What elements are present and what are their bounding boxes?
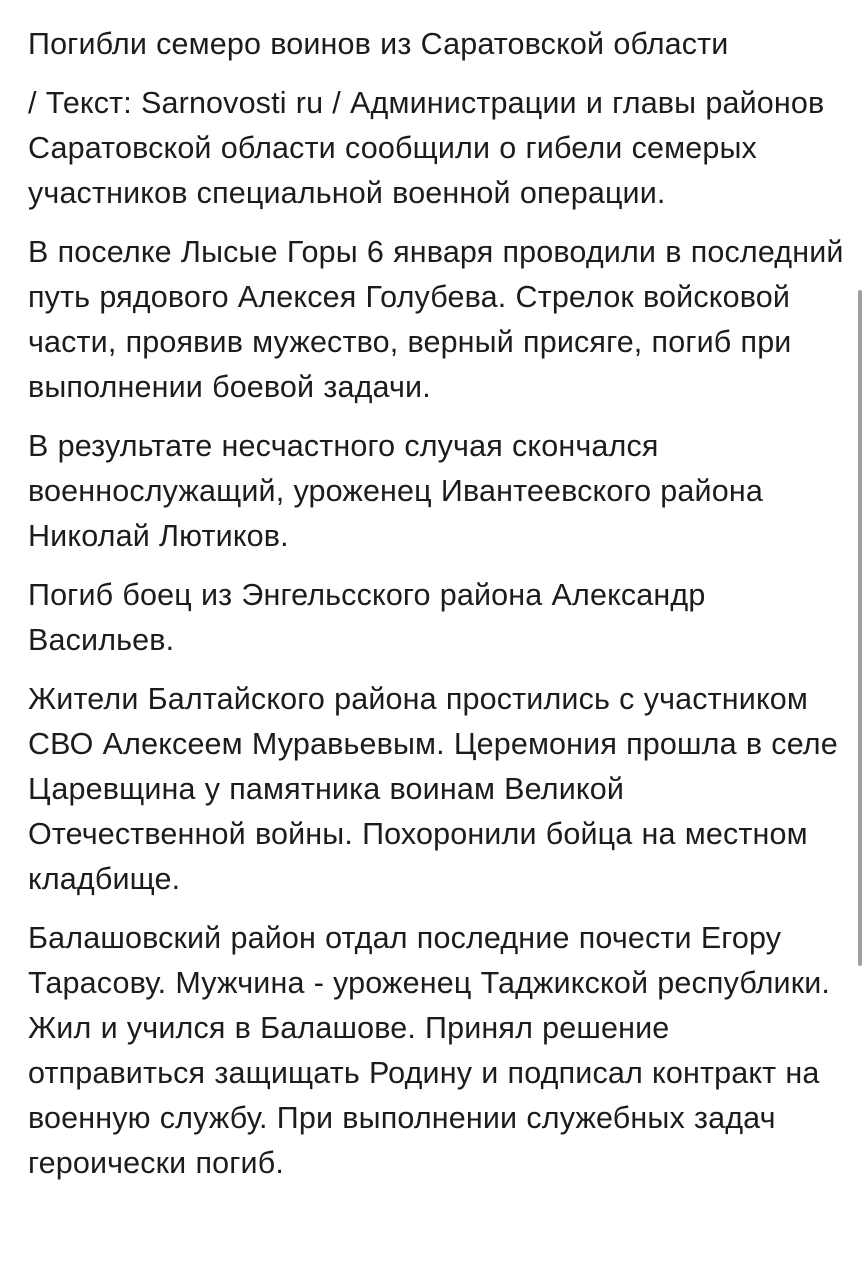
- article-paragraph-golubev: В поселке Лысые Горы 6 января проводили в последний путь рядового Алексея Голубева. Стрелок войсковой части, проявив мужество, верный присяге, погиб при выполнении боевой задачи.: [28, 235, 844, 404]
- article-paragraph-tarasov: Балашовский район отдал последние почести Егору Тарасову. Мужчина - уроженец Таджикской республики. Жил и учился в Балашове. Принял решение отправиться защищать Родину и подписал контракт на военную службу. При выполнении служебных задач героически погиб.: [28, 921, 831, 1180]
- article-title: Погибли семеро воинов из Саратовской области: [28, 27, 729, 61]
- article-paragraph-muravyev: Жители Балтайского района простились с участником СВО Алексеем Муравьевым. Церемония прошла в селе Царевщина у памятника воинам Великой Отечественной войны. Похоронили бойца на местном кладбище.: [28, 682, 838, 896]
- vertical-scrollbar[interactable]: [858, 290, 862, 966]
- article-paragraph-lyutikov: В результате несчастного случая скончался военнослужащий, уроженец Ивантеевского района Николай Лютиков.: [28, 429, 763, 553]
- article-paragraph-intro: / Текст: Sarnovosti ru / Администрации и главы районов Саратовской области сообщили о гибели семерых участников специальной военной операции.: [28, 86, 825, 210]
- article-paragraph-vasiliev: Погиб боец из Энгельсского района Александр Васильев.: [28, 578, 706, 657]
- article-body: [28, 22, 848, 1200]
